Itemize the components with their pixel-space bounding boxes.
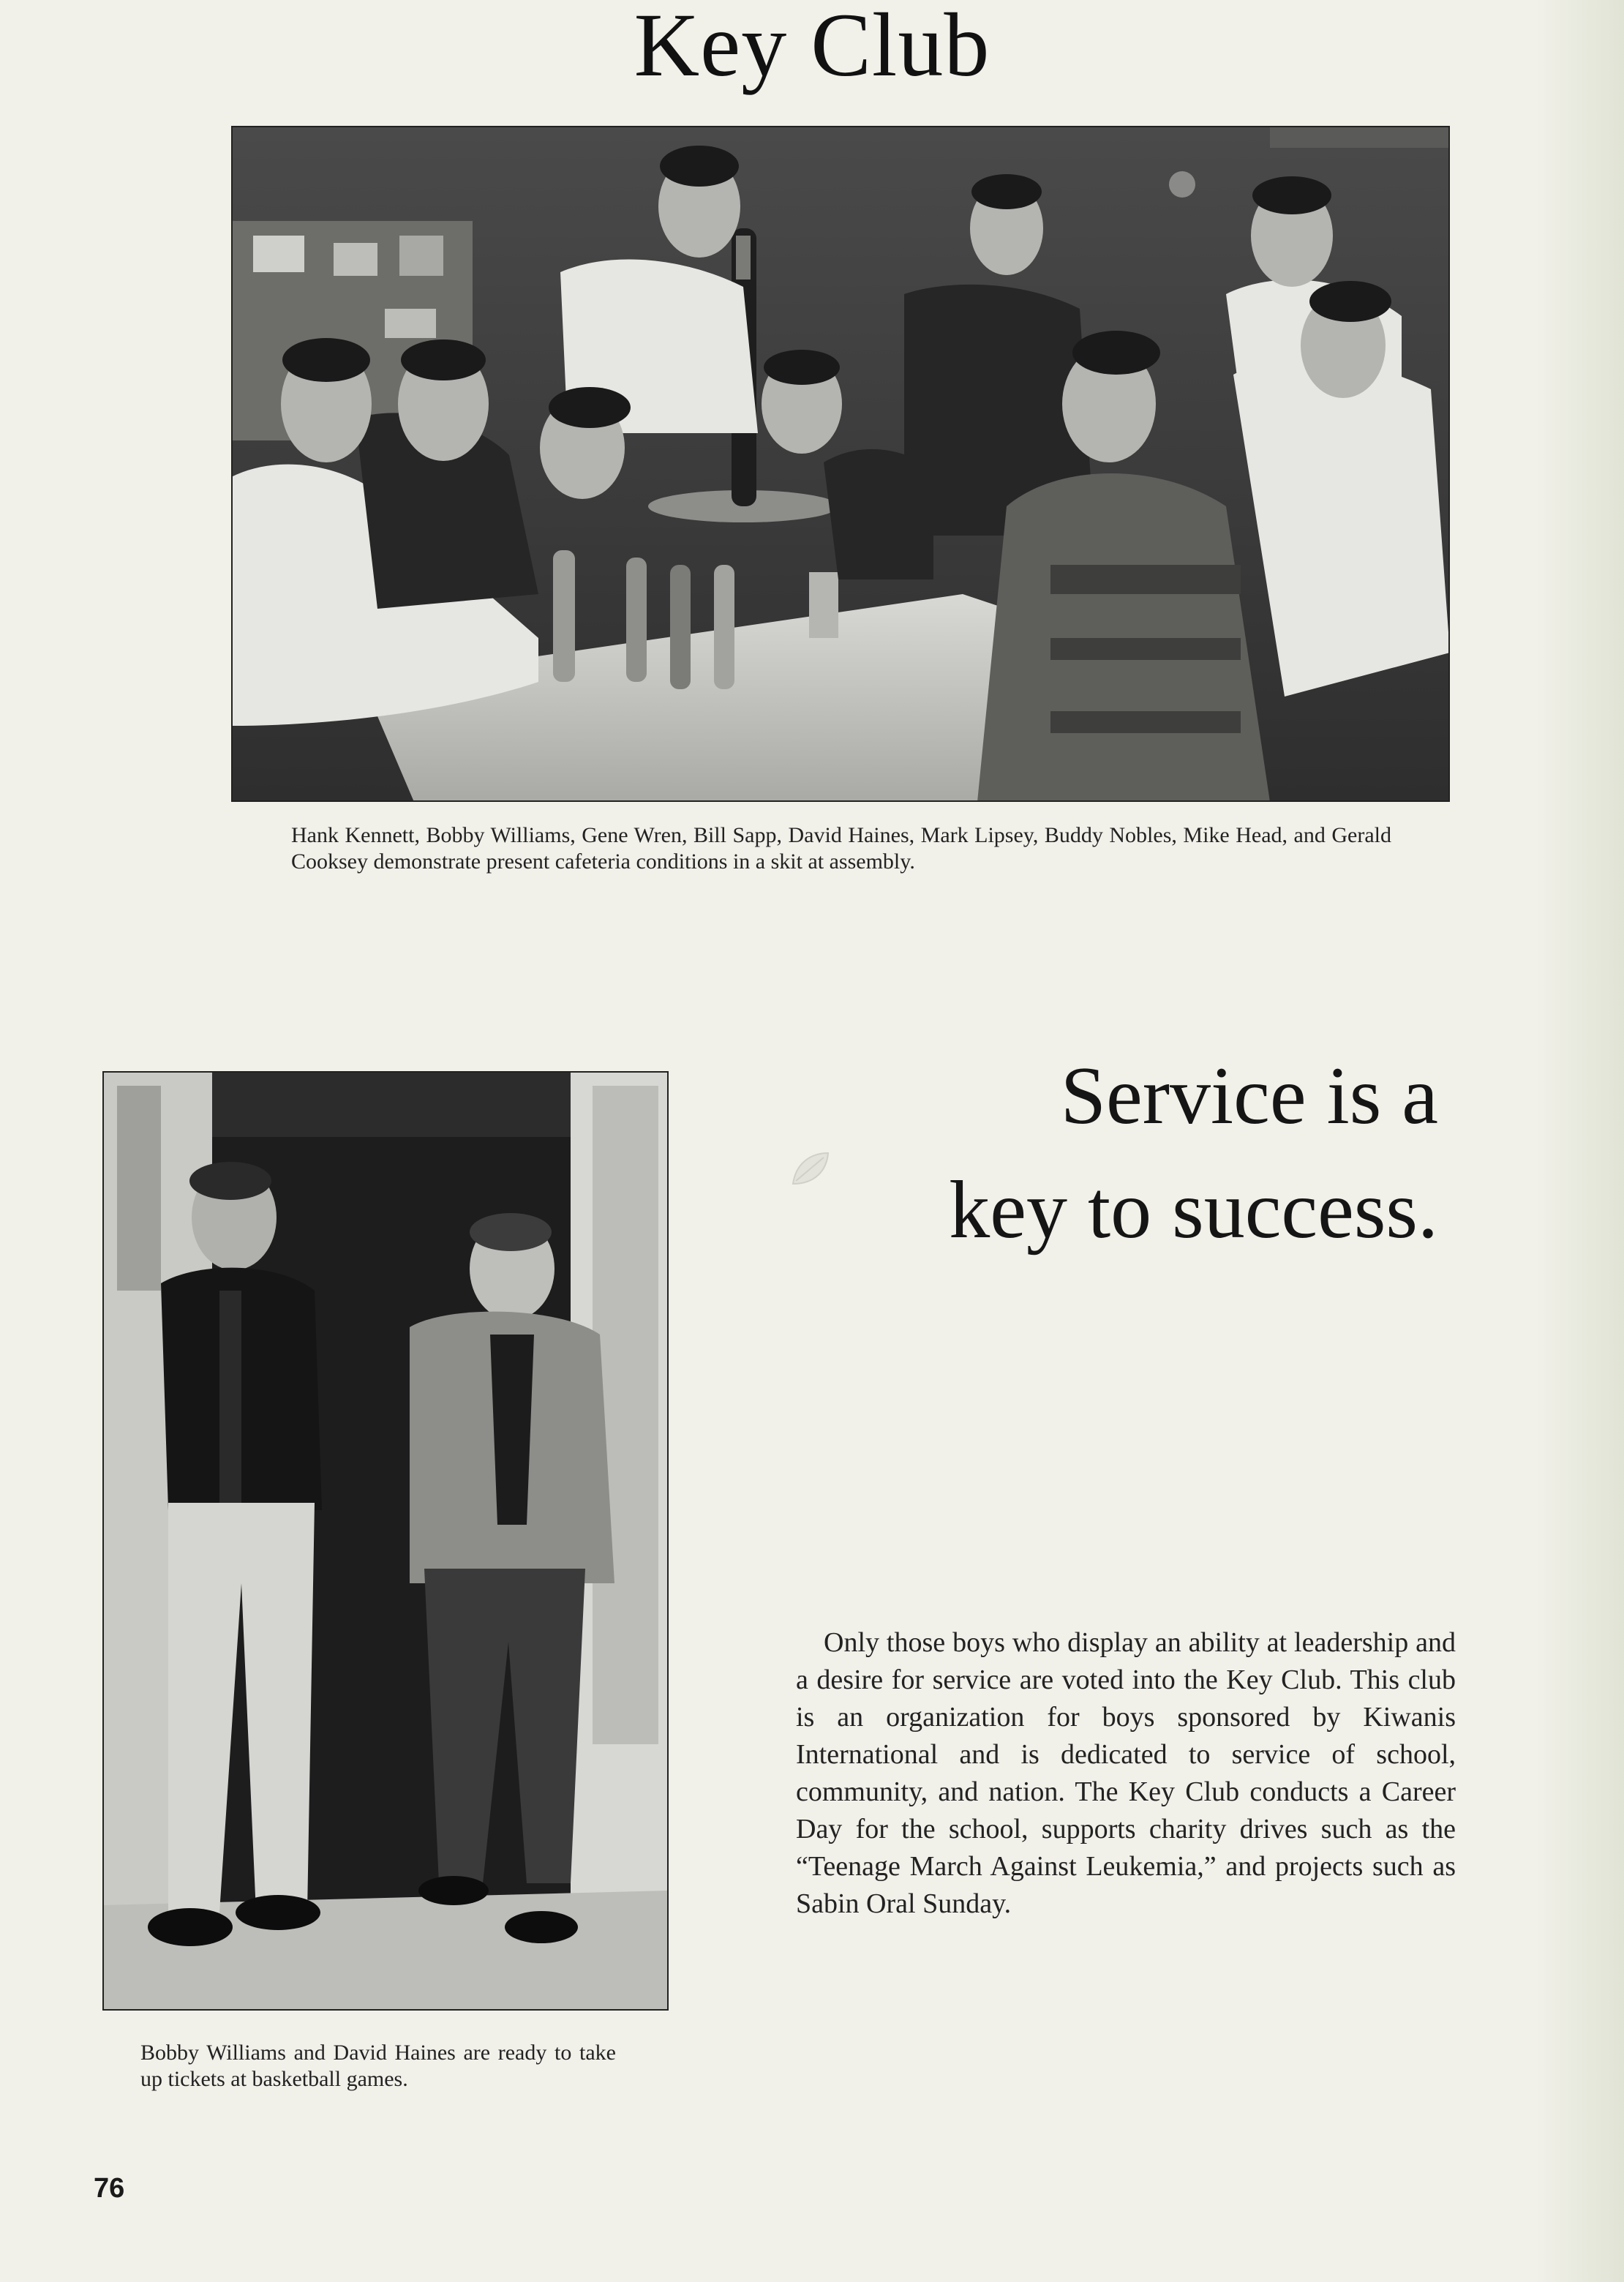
page-number: 76 [94,2173,125,2204]
page-title: Key Club [634,0,990,95]
body-paragraph: Only those boys who display an ability at leadership and a desire for service are voted into the Key Club. This club is an organization for boys sponsored by Kiwanis International and is dedicated to service of school, community, and nation. The Key Club conducts a Career Day for the school, supports charity drives such as the “Teenage March Against Leukemia,” and projects such as Sabin Oral Sunday. [796,1627,1456,1919]
cafeteria-skit-photo [231,126,1450,802]
headline-line-2: key to success. [949,1165,1438,1256]
leaf-icon [789,1149,832,1190]
ticket-takers-photo [102,1071,669,2011]
headline-line-1: Service is a [1060,1051,1438,1141]
page-edge [1536,0,1624,2282]
ticket-takers-caption: Bobby Williams and David Haines are ready to take up tickets at basketball games. [140,2041,616,2091]
headline [780,1039,1438,1267]
cafeteria-photo-caption: Hank Kennett, Bobby Williams, Gene Wren, Bill Sapp, David Haines, Mark Lipsey, Buddy Nobles, Mike Head, and Gerald Cooksey demonstrate present cafeteria conditions in a skit at assembly. [291,823,1391,874]
